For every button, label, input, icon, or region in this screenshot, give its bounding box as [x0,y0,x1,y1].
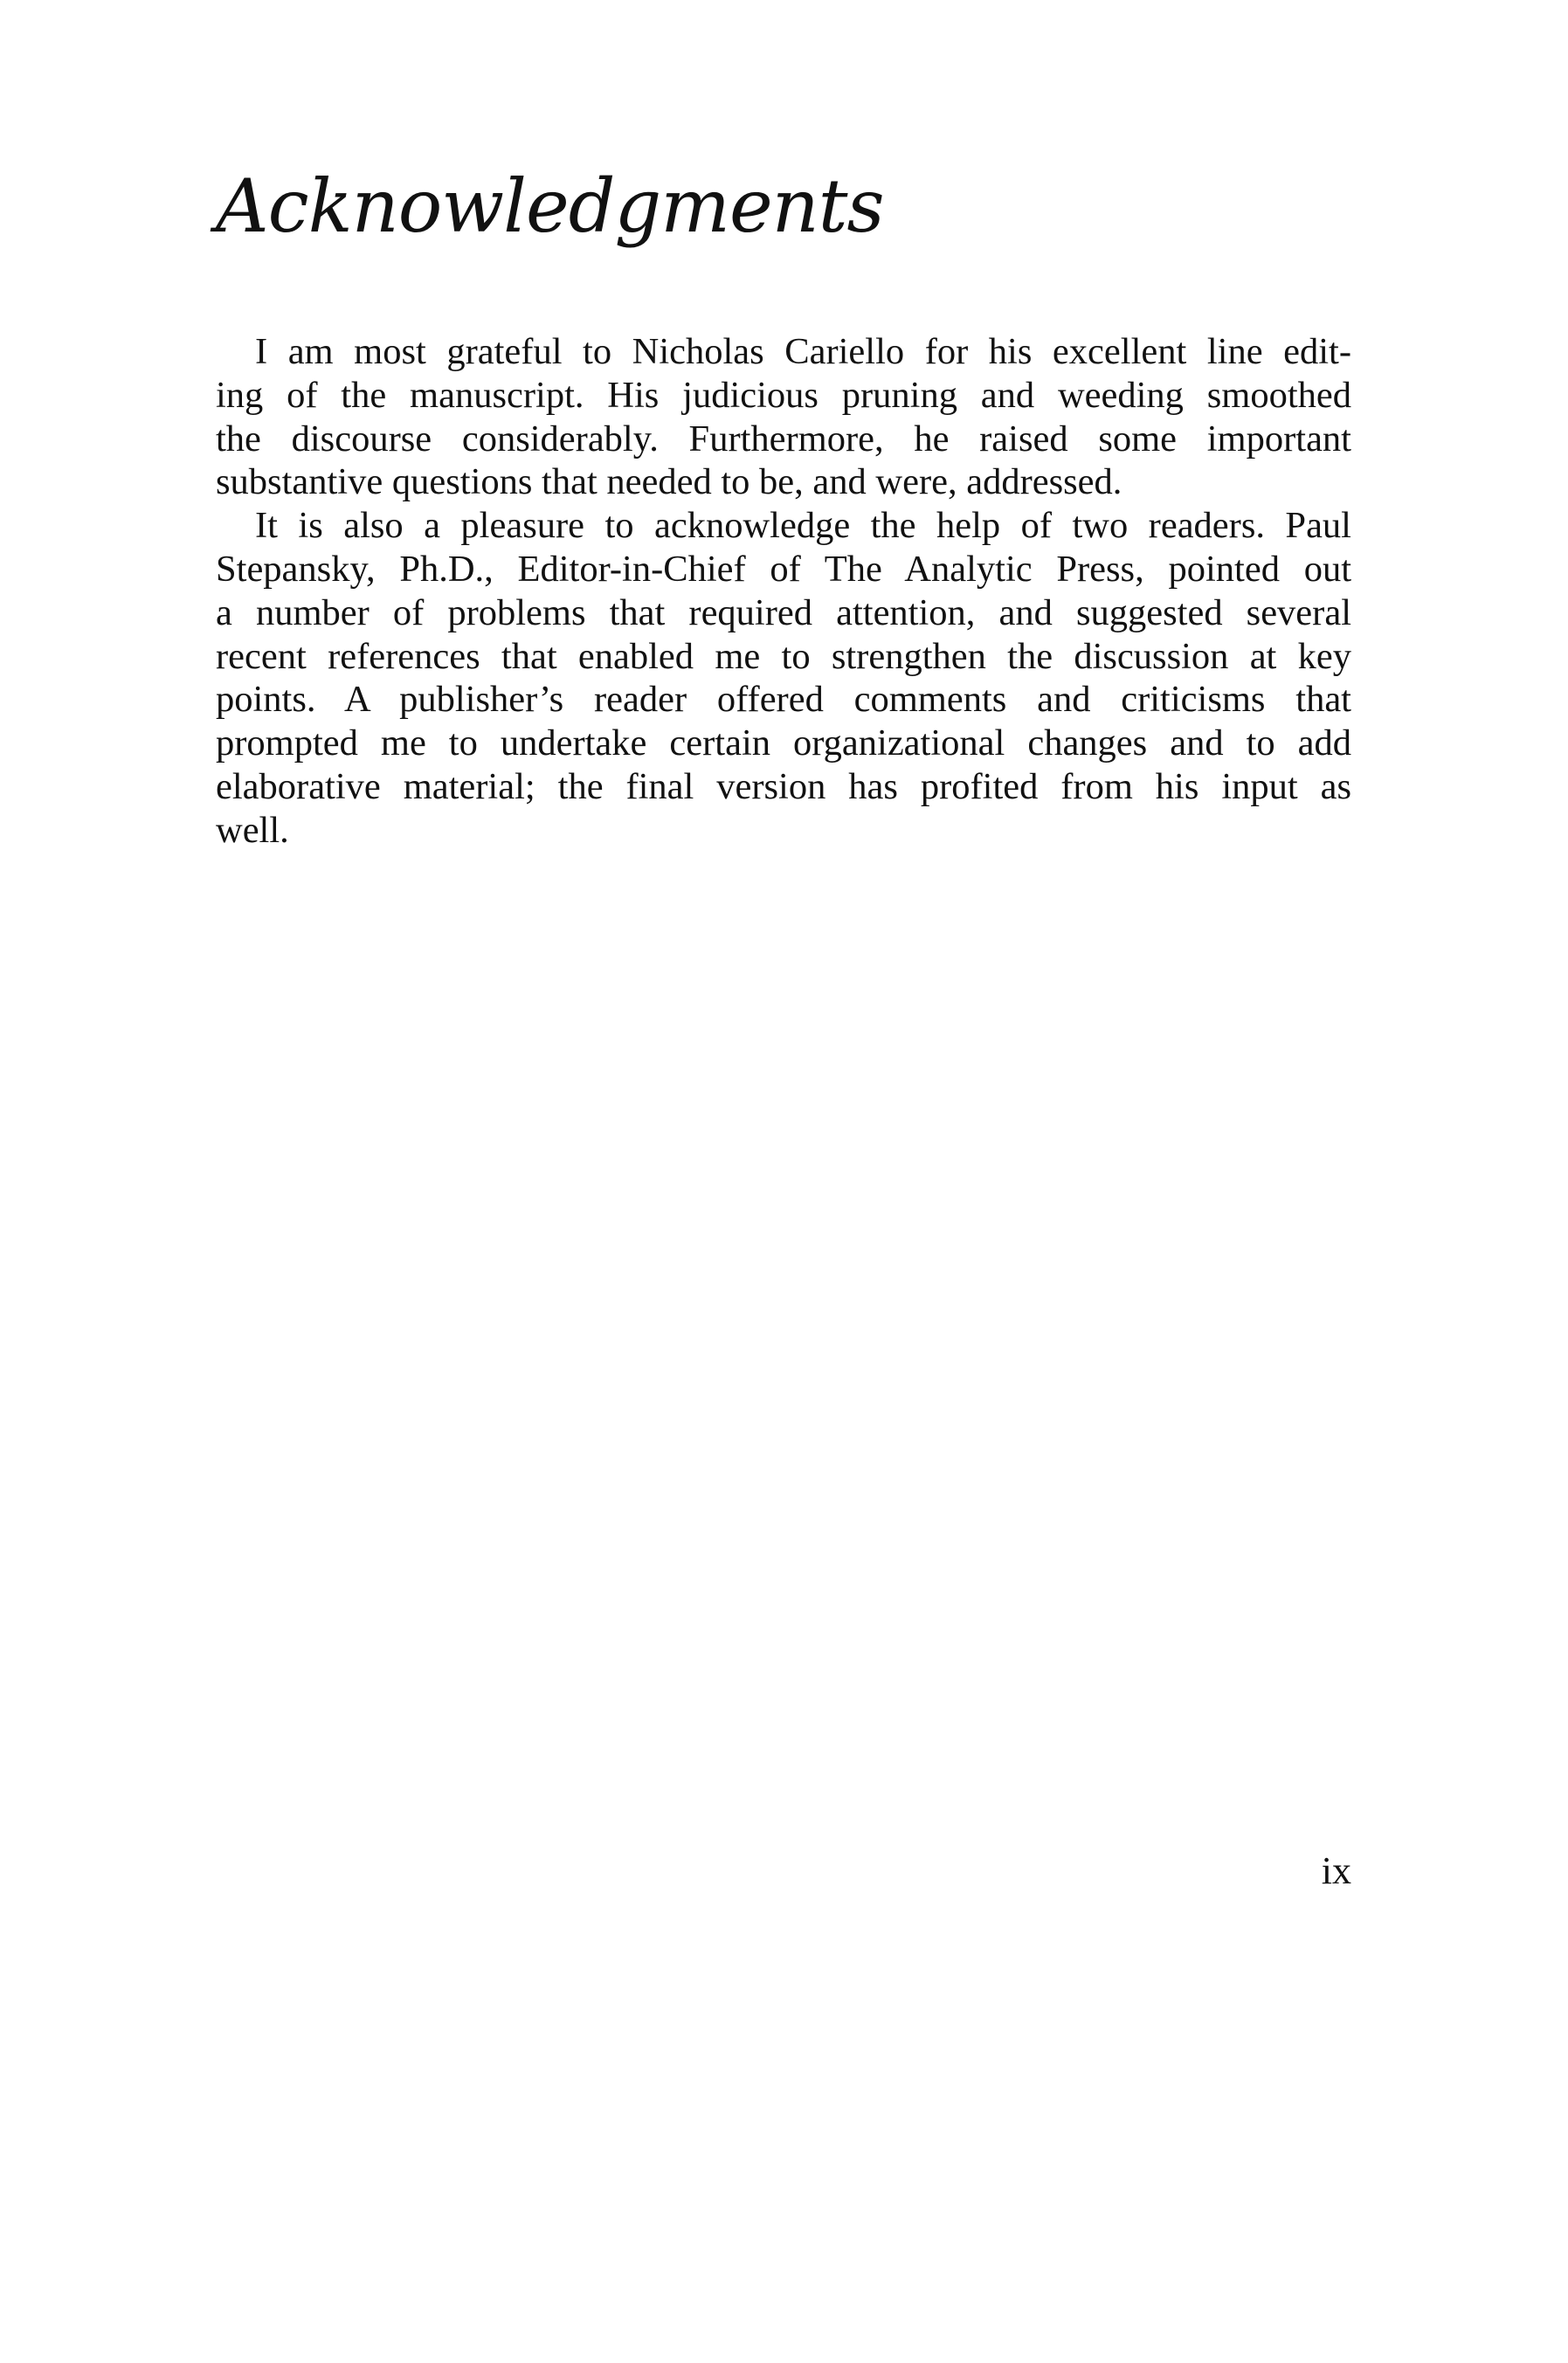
paragraph-line: elaborative material; the final version has profited from his input as [216,765,1351,807]
paragraph-line: substantive questions that needed to be, and were, addressed. [216,461,1122,503]
paragraph-line: It is also a pleasure to acknowledge the help of two readers. Paul [255,505,1351,547]
page-title: Acknowledgments [216,163,884,249]
paragraph-1 [216,330,1351,504]
paragraph-line: a number of problems that required attention, and suggested several [216,591,1351,633]
paragraph-line: the discourse considerably. Furthermore, he raised some important [216,418,1351,459]
paragraph-line: ing of the manuscript. His judicious pruning and weeding smoothed [216,374,1351,416]
paragraph-2 [216,504,1351,852]
paragraph-line: recent references that enabled me to strengthen the discussion at key [216,635,1351,677]
paragraph-line: Stepansky, Ph.D., Editor-in-Chief of The Analytic Press, pointed out [216,548,1351,590]
page-number: ix [1321,1849,1351,1892]
acknowledgments-body [216,330,1351,853]
paragraph-line: prompted me to undertake certain organizational changes and to add [216,722,1351,764]
paragraph-line: well. [216,809,289,851]
paragraph-line: I am most grateful to Nicholas Cariello for his excellent line edit- [255,331,1351,372]
paragraph-line: points. A publisher’s reader offered comments and criticisms that [216,679,1351,721]
